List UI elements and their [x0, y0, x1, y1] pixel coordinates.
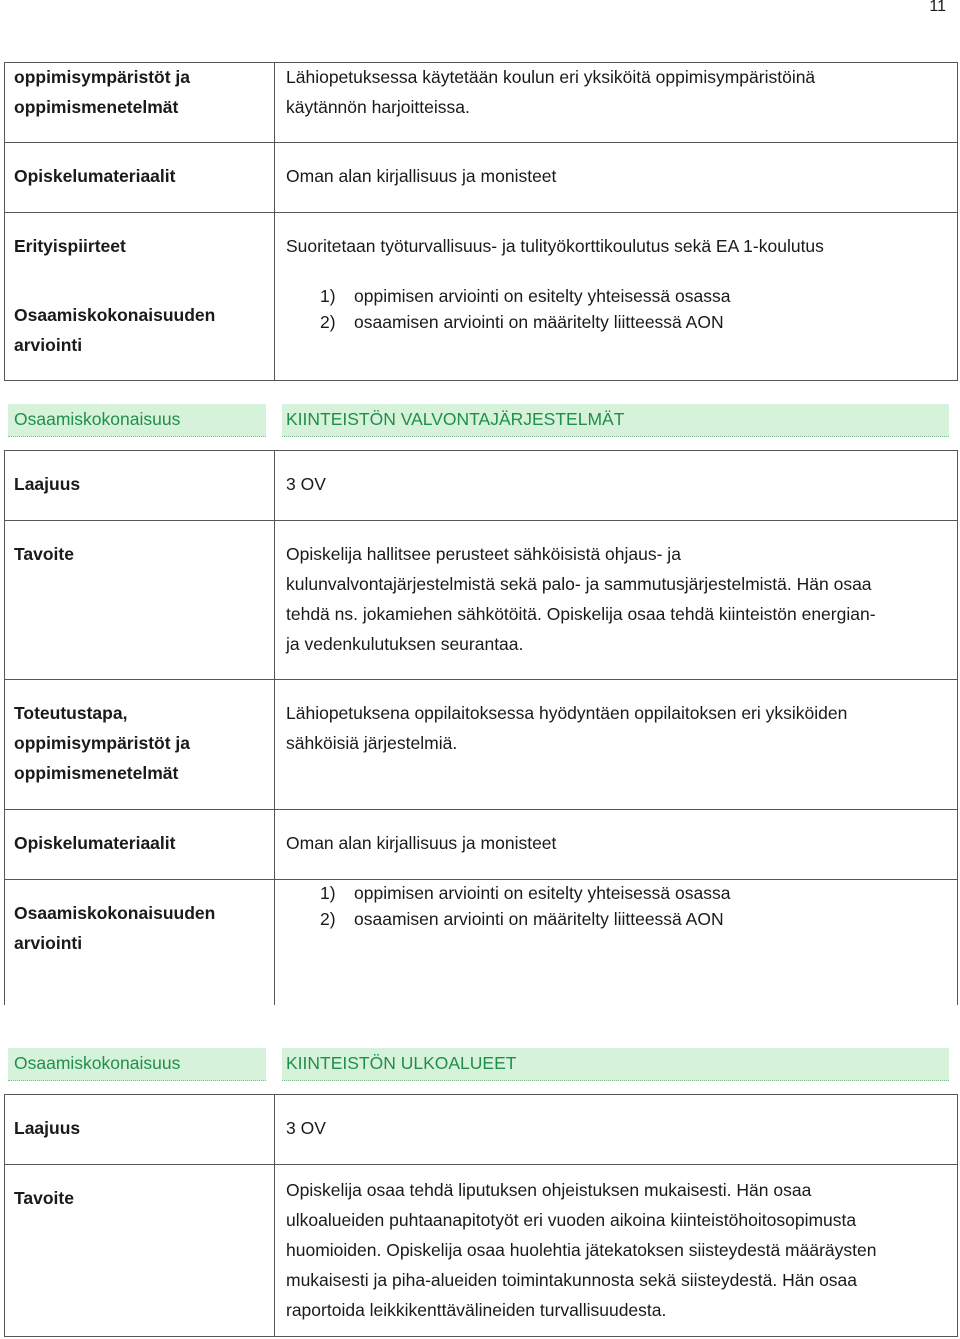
section-label: Osaamiskokonaisuus — [14, 1053, 181, 1073]
row-value: Opiskelija hallitsee perusteet sähköisistä ohjaus- ja kulunvalvontajärjestelmistä sekä palo- ja sammutusjärjestelmistä. Hän osaa tehdä ns. jokamiehen sähkötöitä. Opiskelija osaa tehdä kiinteistön energian- ja vedenkulutuksen seurantaa. — [286, 544, 876, 654]
row-value: 3 OV — [286, 474, 326, 494]
section-title: KIINTEISTÖN ULKOALUEET — [286, 1053, 517, 1073]
evaluation-list — [320, 880, 730, 932]
row-label: Opiskelumateriaalit — [14, 833, 176, 853]
row-label: Erityispiirteet — [14, 236, 126, 256]
evaluation-list — [320, 283, 730, 335]
row-value: Oman alan kirjallisuus ja monisteet — [286, 833, 557, 853]
row-label: Toteutustapa, oppimisympäristöt ja oppimismenetelmät — [14, 703, 191, 783]
section-title: KIINTEISTÖN VALVONTAJÄRJESTELMÄT — [286, 409, 625, 429]
row-value: Lähiopetuksena oppilaitoksessa hyödyntäen oppilaitoksen eri yksiköiden sähköisiä järjestelmiä. — [286, 703, 848, 753]
row-label: Laajuus — [14, 1118, 81, 1138]
row-label: Tavoite — [14, 1188, 74, 1208]
row-label: Opiskelumateriaalit — [14, 166, 176, 186]
row-value: Lähiopetuksessa käytetään koulun eri yksiköitä oppimisympäristöinä käytännön harjoitteissa. — [286, 67, 816, 117]
row-label: Tavoite — [14, 544, 74, 564]
list-item: 1) oppimisen arviointi on esitelty yhteisessä osassa — [320, 883, 731, 903]
row-label: Osaamiskokonaisuuden arviointi — [14, 305, 216, 355]
list-item: 2) osaamisen arviointi on määritelty liitteessä AON — [320, 312, 724, 332]
page-number: 11 — [929, 0, 946, 15]
list-item: 1) oppimisen arviointi on esitelty yhteisessä osassa — [320, 286, 731, 306]
row-value: Oman alan kirjallisuus ja monisteet — [286, 166, 557, 186]
section-label: Osaamiskokonaisuus — [14, 409, 181, 429]
row-label: Laajuus — [14, 474, 81, 494]
row-value: 3 OV — [286, 1118, 326, 1138]
row-value: Opiskelija osaa tehdä liputuksen ohjeistuksen mukaisesti. Hän osaa ulkoalueiden puhtaanapitotyöt eri vuoden aikoina kiinteistöhoitosopimusta huomioiden. Opiskelija osaa huolehtia jätekatoksen siisteydestä määräysten mukaisesti ja piha-alueiden toimintakunnosta sekä siisteydestä. Hän osaa raportoida leikkikenttävälineiden turvallisuudesta. — [286, 1180, 877, 1320]
row-label: Osaamiskokonaisuuden arviointi — [14, 903, 216, 953]
row-value: Suoritetaan työturvallisuus- ja tulityökorttikoulutus sekä EA 1-koulutus — [286, 236, 824, 256]
row-label: oppimisympäristöt ja oppimismenetelmät — [14, 67, 191, 117]
list-item: 2) osaamisen arviointi on määritelty liitteessä AON — [320, 909, 724, 929]
